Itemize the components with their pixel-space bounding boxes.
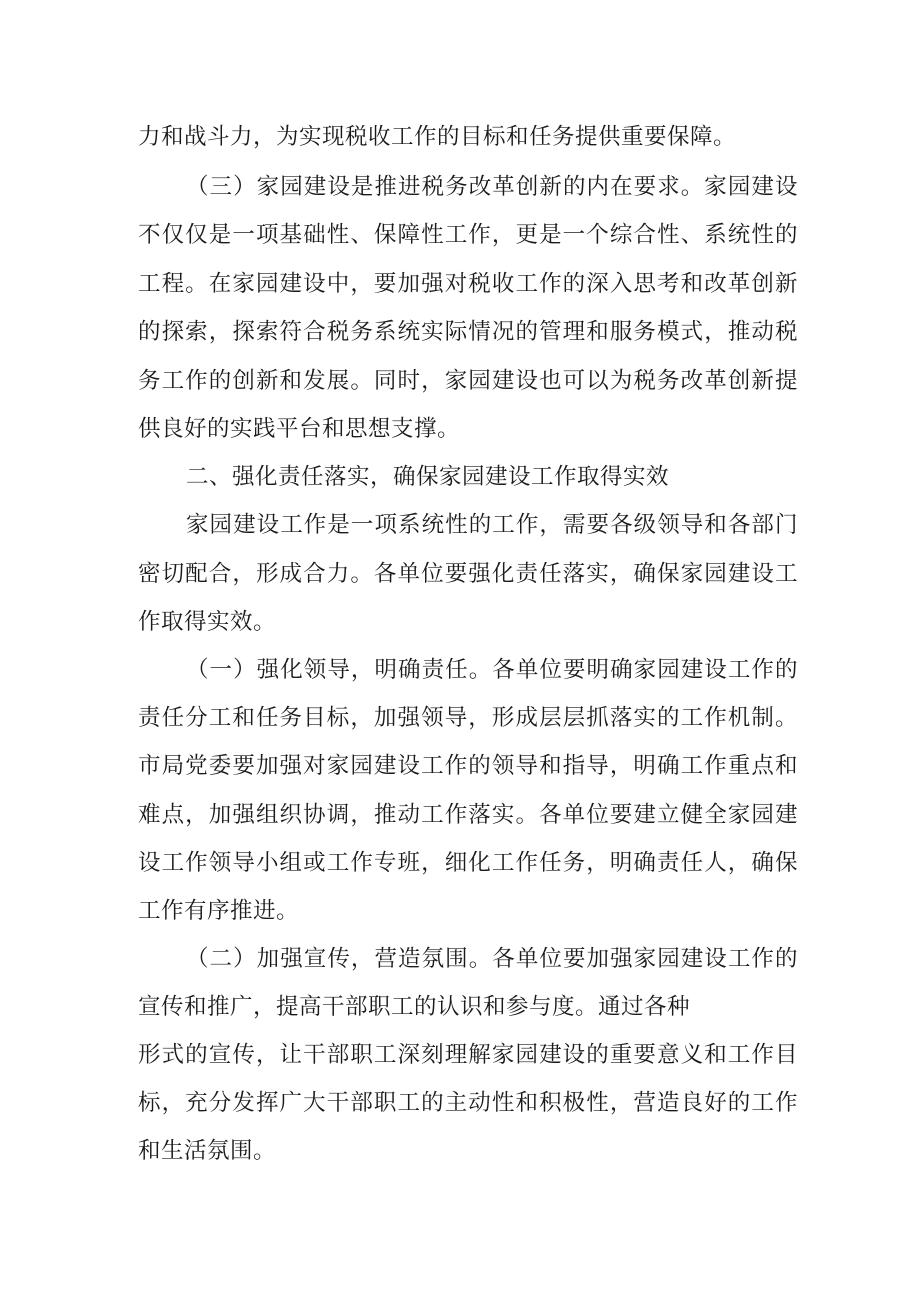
text-line: 标，充分发挥广大干部职工的主动性和积极性，营造良好的工作	[138, 1090, 798, 1116]
text-line: 市局党委要加强对家园建设工作的领导和指导，明确工作重点和	[138, 753, 798, 779]
text-line: 供良好的实践平台和思想支撑。	[138, 416, 461, 442]
text-line: 作取得实效。	[138, 609, 277, 635]
text-line: 的探索，探索符合税务系统实际情况的管理和服务模式，推动税	[138, 319, 798, 345]
text-line: （三）家园建设是推进税务改革创新的内在要求。家园建设	[186, 174, 798, 200]
text-line: 不仅仅是一项基础性、保障性工作，更是一个综合性、系统性的	[138, 222, 798, 248]
text-line: 难点，加强组织协调，推动工作落实。各单位要建立健全家园建	[138, 802, 798, 828]
text-line: 家园建设工作是一项系统性的工作，需要各级领导和各部门	[186, 512, 798, 538]
text-line: 设工作领导小组或工作专班，细化工作任务，明确责任人，确保	[138, 850, 798, 876]
text-line: （一）强化领导，明确责任。各单位要明确家园建设工作的	[186, 657, 798, 683]
text-line: 责任分工和任务目标，加强领导，形成层层抓落实的工作机制。	[138, 705, 798, 731]
text-line: 形式的宣传，让干部职工深刻理解家园建设的重要意义和工作目	[138, 1042, 798, 1068]
text-line: 工程。在家园建设中，要加强对税收工作的深入思考和改革创新	[138, 271, 798, 297]
text-line: 宣传和推广，提高干部职工的认识和参与度。通过各种	[138, 994, 691, 1020]
text-line: 工作有序推进。	[138, 898, 300, 924]
text-line: 密切配合，形成合力。各单位要强化责任落实，确保家园建设工	[138, 561, 798, 587]
text-line: 和生活氛围。	[138, 1138, 277, 1164]
text-line: （二）加强宣传，营造氛围。各单位要加强家园建设工作的	[186, 946, 798, 972]
text-line: 务工作的创新和发展。同时，家园建设也可以为税务改革创新提	[138, 368, 798, 394]
section-heading: 二、强化责任落实，确保家园建设工作取得实效	[186, 464, 670, 490]
text-line: 力和战斗力，为实现税收工作的目标和任务提供重要保障。	[138, 124, 737, 150]
